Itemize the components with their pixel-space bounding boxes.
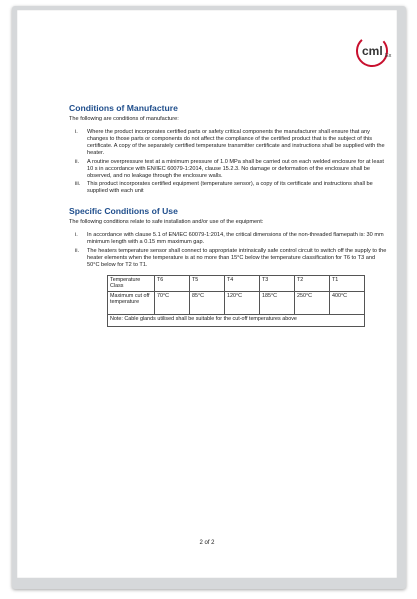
item-text: A routine overpressure test at a minimum pressure of 1.0 MPa shall be carried out on each welded enclosure for at least 10 s in accordance with EN/IEC 60079-1:2014, clause 15.2.3. No damage or deformation of the enclosure shall be observed, and no leakage through the enclosure walls.	[87, 158, 384, 179]
item-number: iii.	[75, 181, 81, 187]
manufacture-list	[69, 129, 387, 195]
specific-heading: Specific Conditions of Use	[69, 206, 178, 216]
list-item	[69, 248, 387, 269]
table-cell: T5	[190, 275, 225, 291]
manufacture-intro: The following are conditions of manufacture:	[69, 116, 179, 122]
item-text: Where the product incorporates certified parts or safety critical components the manufacturer shall ensure that any changes to those parts or components do not affect the compliance of the certified product that is the subject of this certificate. A copy of the separately certified temperature transmitter certificate and instructions shall be supplied with the heater.	[87, 129, 385, 156]
document-frame	[12, 6, 406, 589]
svg-text:Ex: Ex	[385, 53, 392, 59]
item-number: i.	[75, 129, 78, 135]
specific-list	[69, 232, 387, 269]
list-item	[69, 181, 387, 195]
item-text: The heaters temperature sensor shall connect to appropriate intrinsically safe control circuit to switch off the supply to the heater elements when the temperature is at no more than 15°C below the temperature classification for T6 to T3 and 50°C below for T2 to T1.	[87, 247, 387, 268]
table-cell: 250°C	[295, 291, 330, 314]
list-item	[69, 159, 387, 180]
table-row	[108, 314, 365, 326]
table-cell: T1	[330, 275, 365, 291]
table-cell: 120°C	[225, 291, 260, 314]
table-cell: 400°C	[330, 291, 365, 314]
cml-ex-logo	[352, 27, 400, 75]
table-cell: T2	[295, 275, 330, 291]
specific-intro: The following conditions relate to safe installation and/or use of the equipment:	[69, 219, 264, 225]
table-cell: Maximum cut off temperature	[108, 291, 155, 314]
document-page	[17, 10, 397, 578]
table-note: Note: Cable glands utilised shall be suitable for the cut-off temperatures above	[108, 314, 365, 326]
table-cell: 185°C	[260, 291, 295, 314]
table-cell: Temperature Class	[108, 275, 155, 291]
svg-text:cml: cml	[362, 44, 383, 58]
table-cell: T6	[155, 275, 190, 291]
list-item	[69, 129, 387, 157]
table-cell: 70°C	[155, 291, 190, 314]
page-number: 2 of 2	[199, 540, 215, 546]
temperature-table	[107, 275, 365, 327]
table-row	[108, 275, 365, 291]
specific-conditions-section	[69, 205, 387, 327]
list-item	[69, 232, 387, 246]
item-number: ii.	[75, 247, 80, 254]
page-content	[69, 102, 387, 327]
table-row	[108, 291, 365, 314]
item-text: This product incorporates certified equipment (temperature sensor), a copy of its certificate and instructions shall be supplied with each unit	[87, 181, 373, 194]
table-cell: T4	[225, 275, 260, 291]
item-number: i.	[75, 232, 78, 238]
manufacture-heading: Conditions of Manufacture	[69, 103, 178, 113]
table-cell: 85°C	[190, 291, 225, 314]
table-cell: T3	[260, 275, 295, 291]
item-number: ii.	[75, 158, 80, 165]
item-text: In accordance with clause 5.1 of EN/IEC 60079-1:2014, the critical dimensions of the non-threaded flamepath is: 30 mm minimum length with a 0.15 mm maximum gap.	[87, 232, 384, 245]
